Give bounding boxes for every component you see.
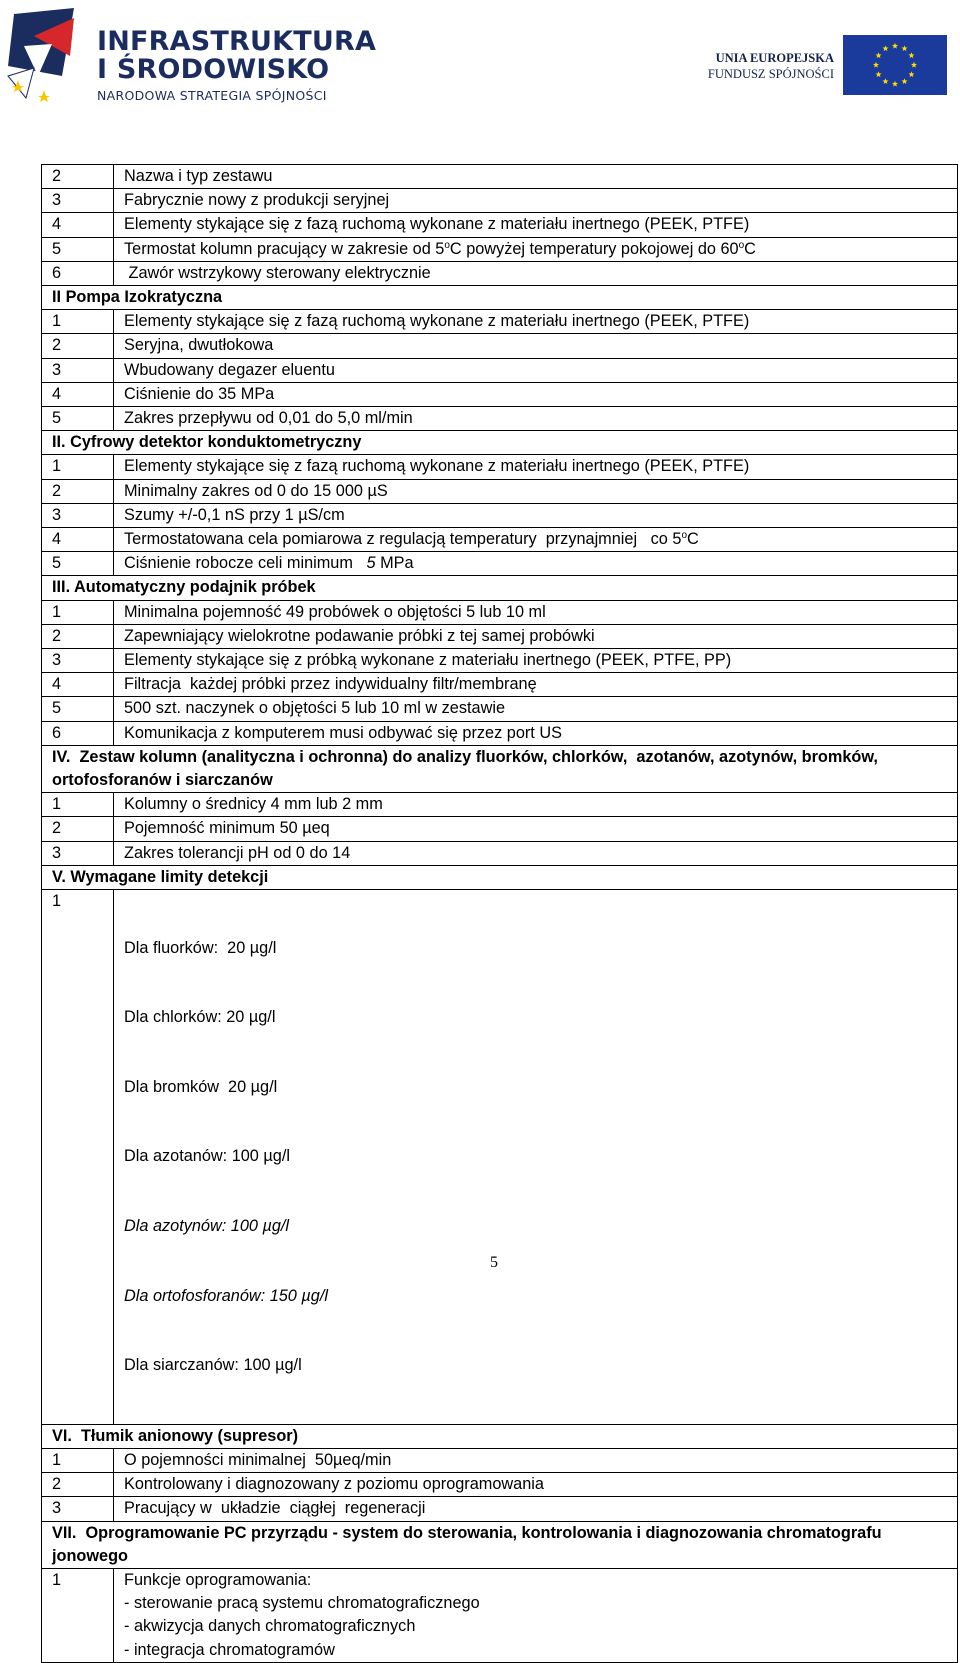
- section-row: [42, 576, 958, 600]
- row-text: Zapewniający wielokrotne podawanie próbki z tej samej probówki: [114, 624, 958, 648]
- text-part: MPa: [375, 554, 414, 573]
- row-text: Elementy stykające się z próbką wykonane z materiału inertnego (PEEK, PTFE, PP): [114, 649, 958, 673]
- software-line: - integracja chromatogramów: [124, 1640, 335, 1659]
- specification-table: [41, 164, 958, 1663]
- row-number: 1: [42, 310, 114, 334]
- section-row: [42, 865, 958, 889]
- eu-label: [708, 50, 834, 82]
- row-number: 1: [42, 890, 114, 1425]
- row-number: 5: [42, 237, 114, 261]
- text-part: Termostatowana cela pomiarowa z regulacją temperatury przynajmniej co 5: [124, 530, 682, 549]
- superscript: o: [681, 530, 687, 542]
- table-row: [42, 890, 958, 1425]
- row-text: Pracujący w układzie ciągłej regeneracji: [114, 1497, 958, 1521]
- row-text: Pojemność minimum 50 µeq: [114, 817, 958, 841]
- table-row: [42, 673, 958, 697]
- software-line: - sterowanie pracą systemu chromatograficznego: [124, 1594, 480, 1613]
- row-number: 2: [42, 334, 114, 358]
- table-row: [42, 261, 958, 285]
- section-row: [42, 745, 958, 792]
- row-text: Zawór wstrzykowy sterowany elektrycznie: [114, 261, 958, 285]
- section-heading-software: VII. Oprogramowanie PC przyrządu - system do sterowania, kontrolowania i diagnozowania chromatografu jonowego: [42, 1521, 958, 1568]
- row-number: 5: [42, 552, 114, 576]
- row-number: 2: [42, 1473, 114, 1497]
- row-number: 2: [42, 479, 114, 503]
- row-text: 500 szt. naczynek o objętości 5 lub 10 ml w zestawie: [114, 697, 958, 721]
- table-row: [42, 817, 958, 841]
- row-text: Zakres tolerancji pH od 0 do 14: [114, 841, 958, 865]
- row-text: Filtracja każdej próbki przez indywidualny filtr/membranę: [114, 673, 958, 697]
- brand-tagline: NARODOWA STRATEGIA SPÓJNOŚCI: [97, 88, 327, 103]
- row-text: Ciśnienie do 35 MPa: [114, 382, 958, 406]
- row-number: 3: [42, 841, 114, 865]
- limit-line: Dla chlorków: 20 µg/l: [124, 1008, 276, 1027]
- table-row: [42, 479, 958, 503]
- table-row: [42, 213, 958, 237]
- table-row: [42, 455, 958, 479]
- row-number: 3: [42, 503, 114, 527]
- table-row: [42, 528, 958, 552]
- table-row: [42, 310, 958, 334]
- table-row: [42, 503, 958, 527]
- row-number: 2: [42, 624, 114, 648]
- table-row: [42, 1568, 958, 1662]
- text-part: C: [744, 239, 756, 258]
- row-text: Komunikacja z komputerem musi odbywać się przez port US: [114, 721, 958, 745]
- section-heading-limits: V. Wymagane limity detekcji: [42, 865, 958, 889]
- row-number: 3: [42, 358, 114, 382]
- row-number: 4: [42, 213, 114, 237]
- row-number: 1: [42, 600, 114, 624]
- row-number: 6: [42, 261, 114, 285]
- limit-line: Dla bromków 20 µg/l: [124, 1077, 278, 1096]
- row-text: [114, 528, 958, 552]
- row-number: 3: [42, 1497, 114, 1521]
- table-row: [42, 1497, 958, 1521]
- table-row: [42, 721, 958, 745]
- table-row: [42, 1473, 958, 1497]
- limit-line: Dla ortofosforanów: 150 µg/l: [124, 1286, 328, 1305]
- row-text: Nazwa i typ zestawu: [114, 165, 958, 189]
- table-row: [42, 649, 958, 673]
- row-text: Szumy +/-0,1 nS przy 1 µS/cm: [114, 503, 958, 527]
- page-header: [0, 0, 960, 110]
- row-text: Wbudowany degazer eluentu: [114, 358, 958, 382]
- table-row: [42, 189, 958, 213]
- row-number: 2: [42, 165, 114, 189]
- superscript: o: [444, 239, 450, 251]
- table-row: [42, 624, 958, 648]
- table-row: [42, 334, 958, 358]
- section-row: [42, 286, 958, 310]
- table-row: [42, 1448, 958, 1472]
- row-text: Seryjna, dwutłokowa: [114, 334, 958, 358]
- brand-subtitle: I ŚRODOWISKO: [97, 54, 330, 85]
- software-line: - akwizycja danych chromatograficznych: [124, 1617, 416, 1636]
- row-number: 4: [42, 528, 114, 552]
- row-text: [114, 1568, 958, 1662]
- eu-fund-label: FUNDUSZ SPÓJNOŚCI: [707, 67, 834, 81]
- text-part: C: [687, 530, 699, 549]
- row-number: 1: [42, 1568, 114, 1662]
- eu-flag-icon: [843, 35, 947, 95]
- row-text: [114, 890, 958, 1425]
- row-text: O pojemności minimalnej 50µeq/min: [114, 1448, 958, 1472]
- section-row: [42, 1521, 958, 1568]
- text-part: Termostat kolumn pracujący w zakresie od 5: [124, 239, 445, 258]
- row-text: Kontrolowany i diagnozowany z poziomu oprogramowania: [114, 1473, 958, 1497]
- row-number: 2: [42, 817, 114, 841]
- text-part: Ciśnienie robocze celi minimum: [124, 554, 367, 573]
- text-part: C powyżej temperatury pokojowej do 60: [449, 239, 739, 258]
- limit-line: Dla azotanów: 100 µg/l: [124, 1147, 290, 1166]
- table-row: [42, 407, 958, 431]
- italic-value: 5: [366, 554, 376, 573]
- row-number: 6: [42, 721, 114, 745]
- row-text: Elementy stykające się z fazą ruchomą wykonane z materiału inertnego (PEEK, PTFE): [114, 213, 958, 237]
- row-text: Minimalny zakres od 0 do 15 000 µS: [114, 479, 958, 503]
- table-row: [42, 165, 958, 189]
- section-heading-sampler: III. Automatyczny podajnik próbek: [42, 576, 958, 600]
- row-number: 5: [42, 697, 114, 721]
- limit-line: Dla azotynów: 100 µg/l: [124, 1216, 290, 1235]
- section-heading-detector: II. Cyfrowy detektor konduktometryczny: [42, 431, 958, 455]
- table-row: [42, 237, 958, 261]
- row-number: 1: [42, 793, 114, 817]
- infrastruktura-logo-icon: [4, 6, 90, 106]
- superscript: o: [738, 239, 745, 251]
- row-number: 1: [42, 455, 114, 479]
- row-text: Fabrycznie nowy z produkcji seryjnej: [114, 189, 958, 213]
- row-text: Elementy stykające się z fazą ruchomą wykonane z materiału inertnego (PEEK, PTFE): [114, 455, 958, 479]
- row-text: Minimalna pojemność 49 probówek o objętości 5 lub 10 ml: [114, 600, 958, 624]
- table-row: [42, 358, 958, 382]
- table-row: [42, 552, 958, 576]
- row-number: 3: [42, 649, 114, 673]
- section-heading-columns: IV. Zestaw kolumn (analityczna i ochronna) do analizy fluorków, chlorków, azotanów, azotynów, bromków, ortofosforanów i siarczanów: [42, 745, 958, 792]
- table-row: [42, 841, 958, 865]
- row-text: [114, 237, 958, 261]
- section-row: [42, 431, 958, 455]
- row-number: 5: [42, 407, 114, 431]
- row-text: Elementy stykające się z fazą ruchomą wykonane z materiału inertnego (PEEK, PTFE): [114, 310, 958, 334]
- table-row: [42, 382, 958, 406]
- row-number: 4: [42, 382, 114, 406]
- section-heading-pump: II Pompa Izokratyczna: [42, 286, 958, 310]
- row-number: 3: [42, 189, 114, 213]
- page-number: 5: [490, 1254, 498, 1271]
- row-text: [114, 552, 958, 576]
- row-number: 1: [42, 1448, 114, 1472]
- eu-union-label: UNIA EUROPEJSKA: [715, 51, 834, 65]
- row-text: Zakres przepływu od 0,01 do 5,0 ml/min: [114, 407, 958, 431]
- table-row: [42, 697, 958, 721]
- section-heading-suppressor: VI. Tłumik anionowy (supresor): [42, 1424, 958, 1448]
- limit-line: Dla fluorków: 20 µg/l: [124, 938, 277, 957]
- software-line: Funkcje oprogramowania:: [124, 1570, 312, 1589]
- table-row: [42, 793, 958, 817]
- row-number: 4: [42, 673, 114, 697]
- section-row: [42, 1424, 958, 1448]
- brand-title: INFRASTRUKTURA: [97, 26, 377, 57]
- row-text: Kolumny o średnicy 4 mm lub 2 mm: [114, 793, 958, 817]
- table-row: [42, 600, 958, 624]
- limit-line: Dla siarczanów: 100 µg/l: [124, 1356, 302, 1375]
- brand-block: [97, 28, 376, 103]
